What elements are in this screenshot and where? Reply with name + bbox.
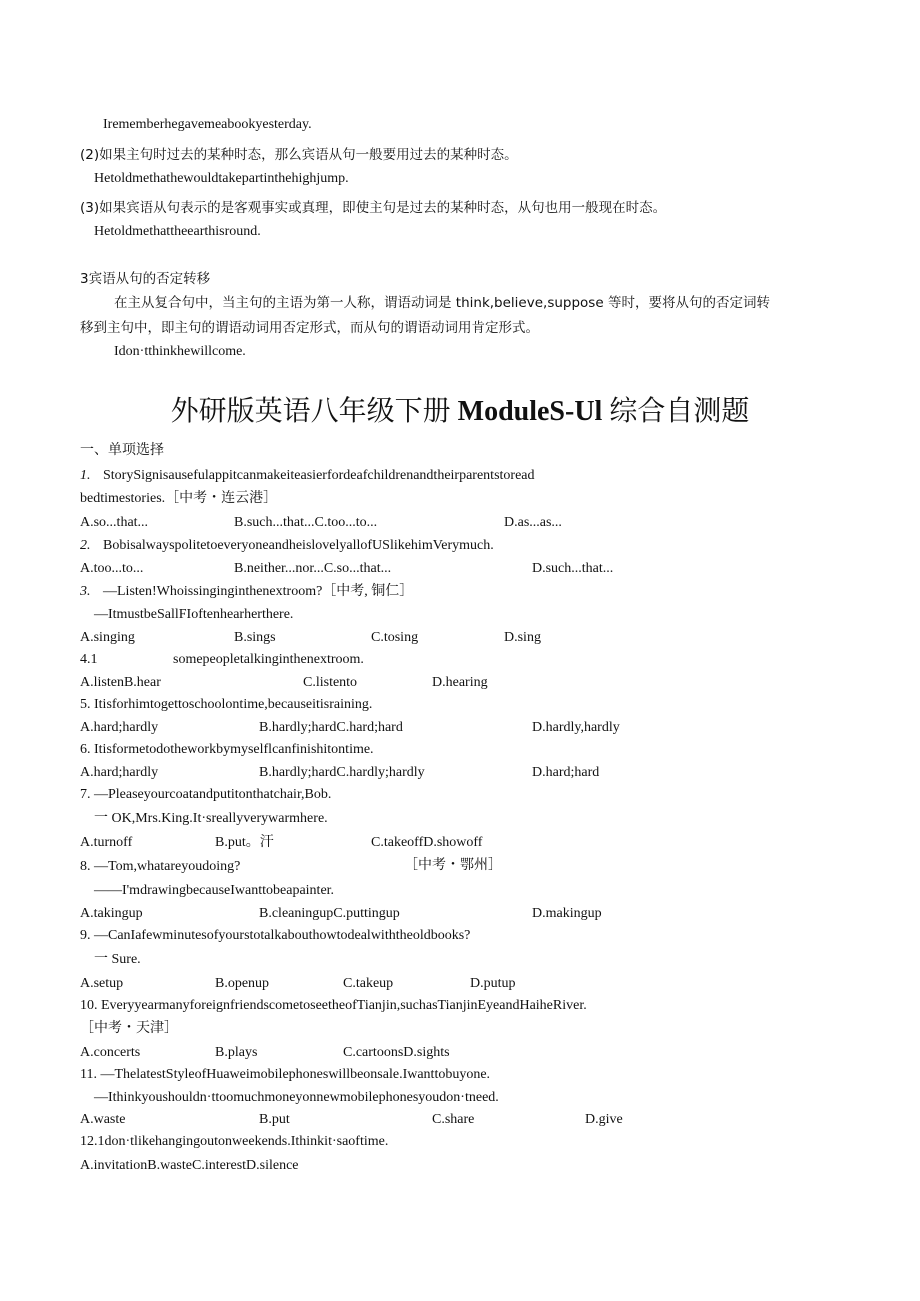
q1-option-bc: B.such...that...C.too...to... bbox=[234, 515, 378, 530]
q2-option-d: D.such...that... bbox=[532, 561, 614, 576]
q1-number: 1. bbox=[80, 468, 91, 483]
q10-text: 10. EveryyearmanyforeignfriendscometoseetheofTianjin,suchasTianjinEyeandHaiheRiver. bbox=[80, 998, 587, 1013]
q3-number: 3. bbox=[80, 584, 91, 599]
q3-option-d: D.sing bbox=[504, 630, 541, 645]
q1-option-d: D.as...as... bbox=[504, 515, 562, 530]
q1-text: StorySignisausefulappitcanmakeiteasierfordeafchildrenandtheirparentstoread bbox=[103, 468, 535, 483]
q7-text: 7. —Pleaseyourcoatandputitonthatchair,Bob. bbox=[80, 787, 332, 802]
paragraph-line-2: 移到主句中，即主句的谓语动词用否定形式，而从句的谓语动词用肯定形式。 bbox=[80, 320, 539, 336]
q7-option-a: A.turnoff bbox=[80, 835, 133, 850]
q1-text-cont: bedtimestories.［中考・连云港］ bbox=[80, 491, 278, 506]
q4-option-ab: A.listenB.hear bbox=[80, 675, 161, 690]
q2-option-bc: B.neither...nor...C.so...that... bbox=[234, 561, 392, 576]
q10-option-b: B.plays bbox=[215, 1045, 258, 1060]
q4-option-c: C.listento bbox=[303, 675, 358, 690]
q10-source: ［中考・天津］ bbox=[80, 1021, 178, 1036]
q10-option-cd: C.cartoonsD.sights bbox=[343, 1045, 450, 1060]
q8-option-bc: B.cleaningupC.puttingup bbox=[259, 906, 400, 921]
q8-source: ［中考・鄂州］ bbox=[404, 858, 502, 873]
q2-number: 2. bbox=[80, 538, 91, 553]
q6-option-a: A.hard;hardly bbox=[80, 765, 159, 780]
page-title bbox=[0, 393, 920, 430]
q4-option-d: D.hearing bbox=[432, 675, 488, 690]
title-cn-left: 外研版英语八年级下册 bbox=[170, 394, 451, 427]
q11-text-cont: —Ithinkyoushouldn·ttoomuchmoneyonnewmobilephonesyoudon·tneed. bbox=[94, 1090, 499, 1105]
q7-option-b: B.put。汗 bbox=[215, 835, 274, 850]
q7-option-cd: C.takeoffD.showoff bbox=[371, 835, 483, 850]
q6-text: 6. Itisformetodotheworkbymyselflcanfinishitontime. bbox=[80, 742, 374, 757]
q6-option-d: D.hard;hard bbox=[532, 765, 600, 780]
q4-number: 4.1 bbox=[80, 652, 98, 667]
example-sentence-3: Hetoldmethattheearthisround. bbox=[94, 224, 261, 239]
q9-text-cont: 一 Sure. bbox=[94, 952, 141, 967]
q5-text: 5. Itisforhimtogettoschoolontime,becauseitisraining. bbox=[80, 697, 373, 712]
grammar-heading-3: 3宾语从句的否定转移 bbox=[80, 271, 211, 287]
q2-option-a: A.too...to... bbox=[80, 561, 144, 576]
q3-option-c: C.tosing bbox=[371, 630, 419, 645]
q12-options: A.invitationB.wasteC.interestD.silence bbox=[80, 1158, 299, 1173]
title-cn-right: 综合自测题 bbox=[609, 394, 750, 427]
q5-option-d: D.hardly,hardly bbox=[532, 720, 620, 735]
q8-text: 8. —Tom,whatareyoudoing? bbox=[80, 859, 241, 874]
paragraph-line-1: 在主从复合句中，当主句的主语为第一人称，谓语动词是 think,believe,suppose 等时，要将从句的否定词转 bbox=[114, 295, 770, 311]
title-module: ModuleS-Ul bbox=[457, 396, 603, 427]
q3-text-cont: —ItmustbeSallFIoftenhearherthere. bbox=[94, 607, 294, 622]
q11-option-b: B.put bbox=[259, 1112, 290, 1127]
example-sentence-1: Irememberhegavemeabookyesterday. bbox=[103, 117, 312, 132]
q9-option-a: A.setup bbox=[80, 976, 124, 991]
q9-option-c: C.takeup bbox=[343, 976, 394, 991]
q11-option-c: C.share bbox=[432, 1112, 475, 1127]
q5-option-a: A.hard;hardly bbox=[80, 720, 159, 735]
q3-option-b: B.sings bbox=[234, 630, 276, 645]
q12-text: 12.1don·tlikehangingoutonweekends.Ithinkit·saoftime. bbox=[80, 1134, 389, 1149]
q10-option-a: A.concerts bbox=[80, 1045, 141, 1060]
q11-option-d: D.give bbox=[585, 1112, 623, 1127]
q11-option-a: A.waste bbox=[80, 1112, 126, 1127]
q9-text: 9. —CanIafewminutesofyourstotalkabouthowtodealwiththeoldbooks? bbox=[80, 928, 471, 943]
q9-option-d: D.putup bbox=[470, 976, 516, 991]
q7-text-cont: 一 OK,Mrs.King.It·sreallyverywarmhere. bbox=[94, 811, 328, 826]
q2-text: BobisalwayspolitetoeveryoneandheislovelyallofUSlikehimVerymuch. bbox=[103, 538, 494, 553]
q9-option-b: B.openup bbox=[215, 976, 270, 991]
rule-3: (3)如果宾语从句表示的是客观事实或真理，即使主句是过去的某种时态，从句也用一般现在时态。 bbox=[80, 200, 667, 216]
q6-option-bc: B.hardly;hardC.hardly;hardly bbox=[259, 765, 425, 780]
q8-option-a: A.takingup bbox=[80, 906, 143, 921]
q1-option-a: A.so...that... bbox=[80, 515, 149, 530]
q3-text: —Listen!Whoissinginginthenextroom?［中考, 铜仁］ bbox=[103, 584, 414, 599]
rule-2: (2)如果主句时过去的某种时态，那么宾语从句一般要用过去的某种时态。 bbox=[80, 147, 518, 163]
q5-option-bc: B.hardly;hardC.hard;hard bbox=[259, 720, 403, 735]
section-heading: 一、单项选择 bbox=[80, 442, 164, 458]
q3-option-a: A.singing bbox=[80, 630, 135, 645]
example-sentence-4: Idon·tthinkhewillcome. bbox=[114, 344, 246, 359]
example-sentence-2: Hetoldmethathewouldtakepartinthehighjump. bbox=[94, 171, 349, 186]
q11-text: 11. —ThelatestStyleofHuaweimobilephoneswillbeonsale.Iwanttobuyone. bbox=[80, 1067, 491, 1082]
q8-text-cont: ——I'mdrawingbecauseIwanttobeapainter. bbox=[94, 883, 335, 898]
q8-option-d: D.makingup bbox=[532, 906, 602, 921]
q4-text: somepeopletalkinginthenextroom. bbox=[173, 652, 364, 667]
